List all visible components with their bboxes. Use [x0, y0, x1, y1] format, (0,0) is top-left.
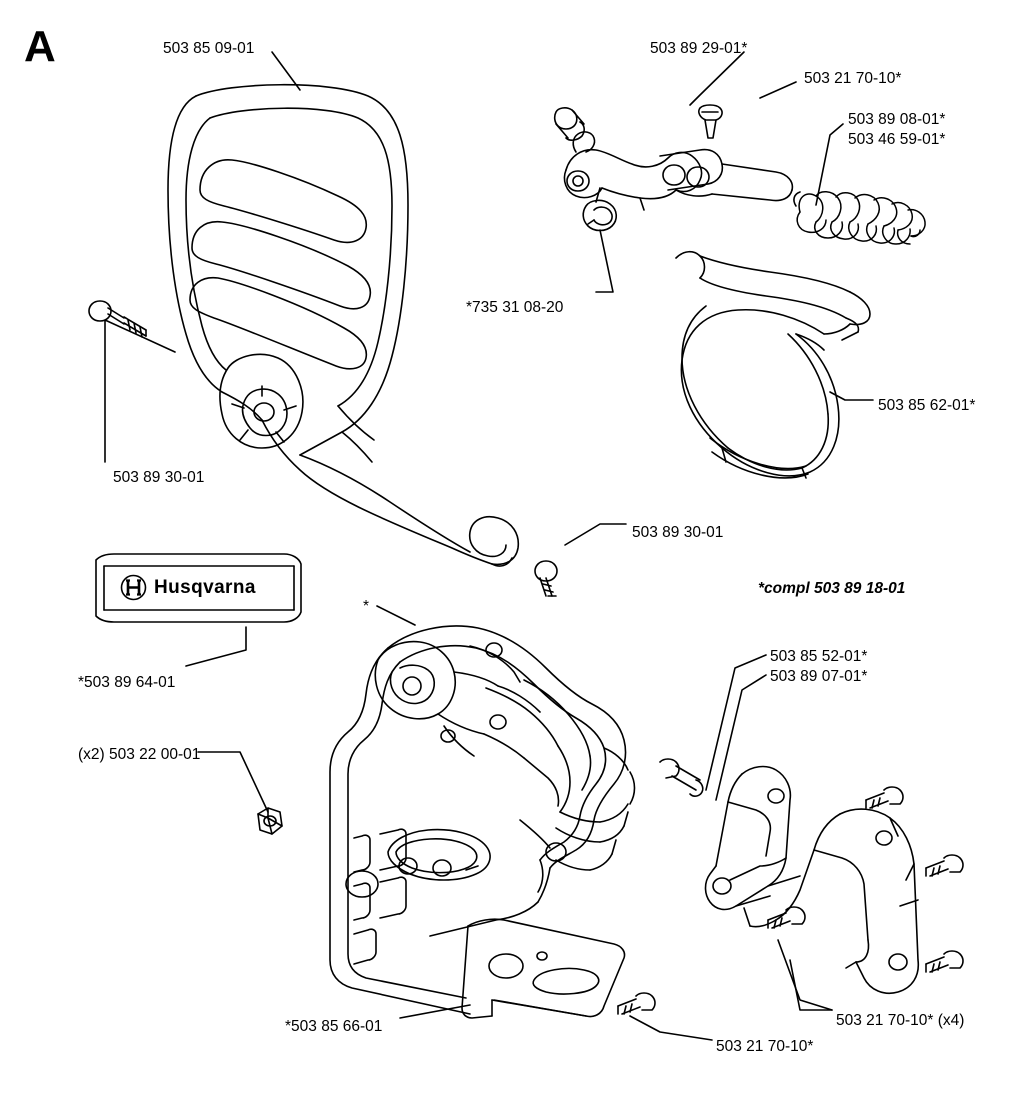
label-screw-x4: 503 21 70-10* (x4)	[836, 1012, 965, 1029]
label-screw-bottom: 503 21 70-10*	[716, 1038, 814, 1055]
label-clutch-cover-bracket-2: 503 89 07-01*	[770, 668, 868, 685]
label-compl-assembly: *compl 503 89 18-01	[758, 580, 906, 597]
label-nut-x2: (x2) 503 22 00-01	[78, 746, 201, 763]
husqvarna-crown-icon	[120, 574, 147, 601]
label-brake-band: 503 85 62-01*	[878, 397, 976, 414]
label-screw-right: 503 89 30-01	[632, 524, 724, 541]
label-chain-brake-handle: 503 85 09-01	[163, 40, 255, 57]
husqvarna-wordmark: Husqvarna	[154, 577, 256, 598]
label-clutch-cover-bracket-1: 503 85 52-01*	[770, 648, 868, 665]
husqvarna-decal	[92, 557, 303, 622]
label-screw-top: 503 21 70-10*	[804, 70, 902, 87]
label-brake-spring-2: 503 46 59-01*	[848, 131, 946, 148]
label-asterisk-mark: *	[363, 598, 370, 615]
label-screw-left: 503 89 30-01	[113, 469, 205, 486]
label-chain-guide-plate: *503 85 66-01	[285, 1018, 383, 1035]
plate-letter: A	[24, 22, 56, 71]
label-brake-link-pin: 503 89 29-01*	[650, 40, 748, 57]
label-brake-spring-1: 503 89 08-01*	[848, 111, 946, 128]
label-e-clip: *735 31 08-20	[466, 299, 564, 316]
label-decal: *503 89 64-01	[78, 674, 176, 691]
